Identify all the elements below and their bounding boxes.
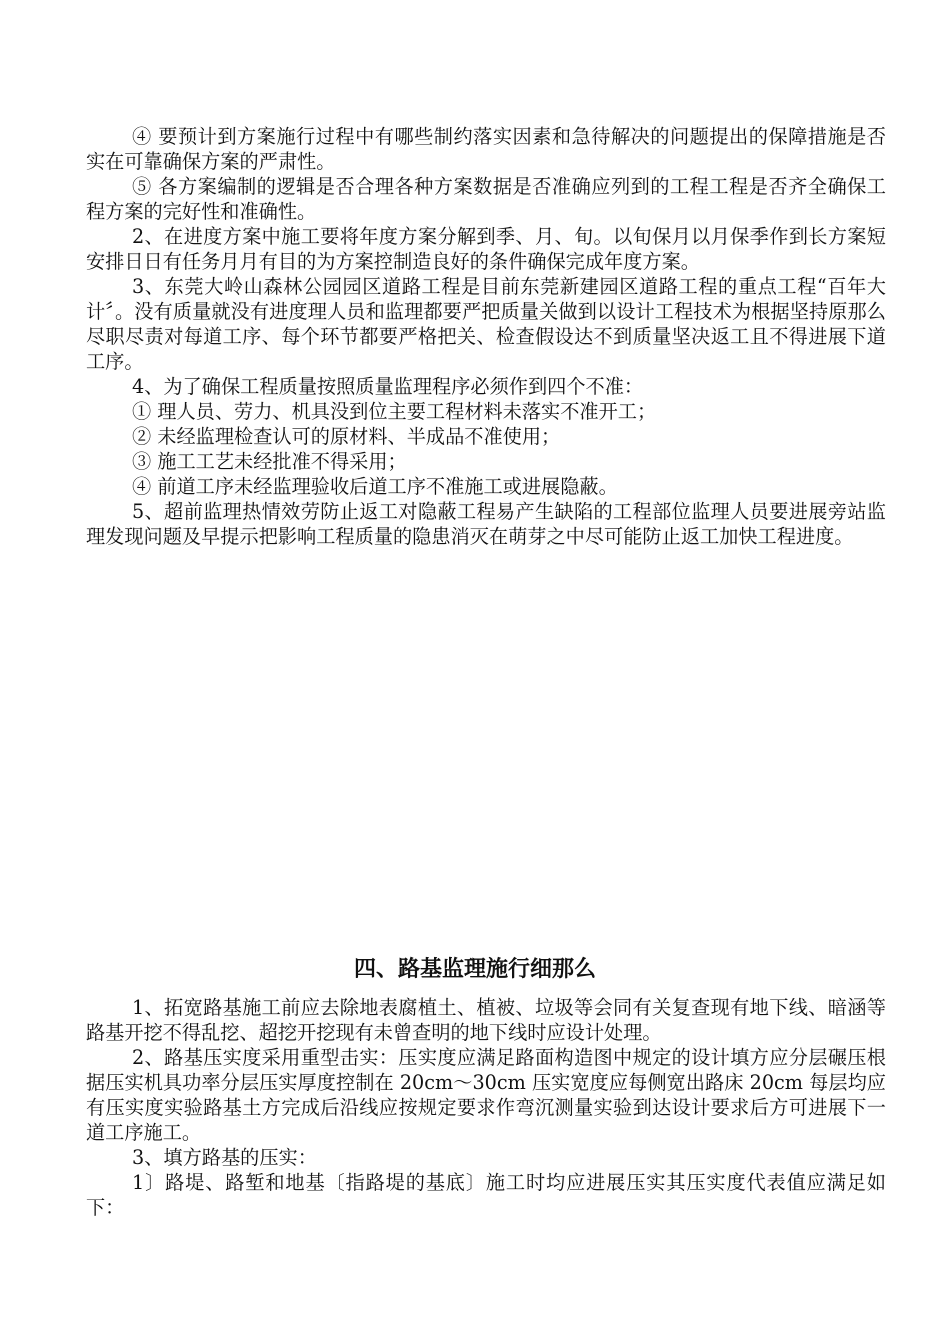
bottom-section — [86, 995, 886, 1220]
paragraph-top-1: ④ 要预计到方案施行过程中有哪些制约落实因素和急待解决的问题提出的保障措施是否实在可靠确保方案的严肃性。 — [86, 125, 886, 173]
section-heading: 四、路基监理施行细那么 — [353, 956, 596, 982]
paragraph-bottom-3: 3、填方路基的压实： — [132, 1146, 317, 1169]
paragraph-top-5: 4、为了确保工程质量按照质量监理程序必须作到四个不准： — [132, 375, 644, 398]
paragraph-top-8: ③ 施工工艺未经批准不得采用； — [132, 450, 407, 473]
paragraph-top-3: 2、在进度方案中施工要将年度方案分解到季、月、旬。以旬保月以月保季作到长方案短安排日日有任务月月有目的为方案控制造良好的条件确保完成年度方案。 — [86, 225, 886, 273]
paragraph-top-6: ① 理人员、劳力、机具没到位主要工程材料未落实不准开工； — [132, 400, 657, 423]
paragraph-top-2: ⑤ 各方案编制的逻辑是否合理各种方案数据是否准确应列到的工程工程是否齐全确保工程方案的完好性和准确性。 — [86, 175, 886, 223]
paragraph-bottom-4: 1〕路堤、路堑和地基〔指路堤的基底〕施工时均应进展压实其压实度代表值应满足如下： — [86, 1171, 886, 1219]
paragraph-top-9: ④ 前道工序未经监理验收后道工序不准施工或进展隐蔽。 — [132, 475, 618, 498]
paragraph-bottom-1: 1、拓宽路基施工前应去除地表腐植土、植被、垃圾等会同有关复查现有地下线、暗涵等路基开挖不得乱挖、超挖开挖现有未曾查明的地下线时应设计处理。 — [86, 996, 886, 1044]
paragraph-top-10: 5、超前监理热情效劳防止返工对隐蔽工程易产生缺陷的工程部位监理人员要进展旁站监理发现问题及早提示把影响工程质量的隐患消灭在萌芽之中尽可能防止返工加快工程进度。 — [86, 500, 886, 548]
paragraph-top-4: 3、东莞大岭山森林公园园区道路工程是目前东莞新建园区道路工程的重点工程“百年大计〞。没有质量就没有进度理人员和监理都要严把质量关做到以设计工程技术为根据坚持原那么尽职尽责对每道工序、每个环节都要严格把关、检查假设达不到质量坚决返工且不得进展下道工序。 — [86, 275, 886, 373]
paragraph-top-7: ② 未经监理检查认可的原材料、半成品不准使用； — [132, 425, 561, 448]
paragraph-bottom-2: 2、路基压实度采用重型击实：压实度应满足路面构造图中规定的设计填方应分层碾压根据压实机具功率分层压实厚度控制在 20cm～30cm 压实宽度应每侧宽出路床 20cm 每层均应有压实度实验路基土方完成后沿线应按规定要求作弯沉测量实验到达设计要求后方可进展下一道工序施工。 — [86, 1046, 886, 1144]
top-section — [86, 124, 886, 549]
